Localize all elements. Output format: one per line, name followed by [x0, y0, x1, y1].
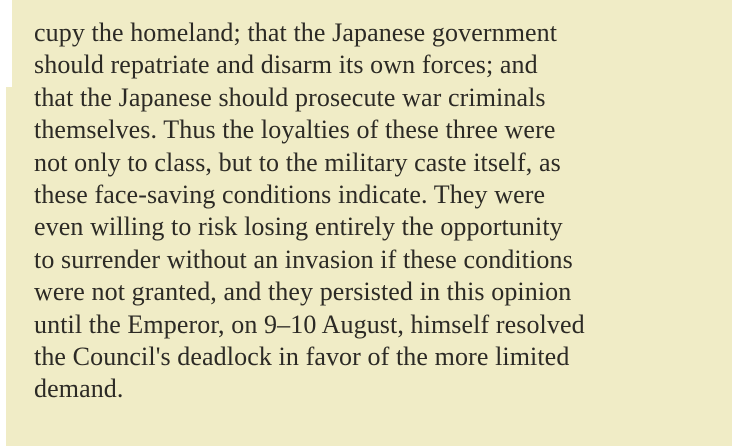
text-line: even willing to risk losing entirely the opportunity [34, 212, 563, 242]
text-line: cupy the homeland; that the Japanese government [34, 18, 558, 47]
text-line: should repatriate and disarm its own forces; and [34, 50, 538, 80]
text-line: the Council's deadlock in favor of the more limited [34, 342, 570, 372]
text-line: demand. [34, 374, 124, 404]
text-line: themselves. Thus the loyalties of these three were [34, 115, 556, 145]
text-line: to surrender without an invasion if these conditions [34, 244, 573, 274]
text-line: that the Japanese should prosecute war criminals [34, 82, 546, 112]
page-margin-edge [0, 87, 6, 446]
text-line: these face-saving conditions indicate. They were [34, 180, 546, 210]
text-line: until the Emperor, on 9–10 August, himself resolved [34, 309, 585, 339]
text-line: were not granted, and they persisted in this opinion [34, 277, 572, 307]
text-line: not only to class, but to the military caste itself, as [34, 147, 561, 177]
page-margin-notch [0, 0, 12, 87]
body-paragraph [34, 17, 724, 406]
